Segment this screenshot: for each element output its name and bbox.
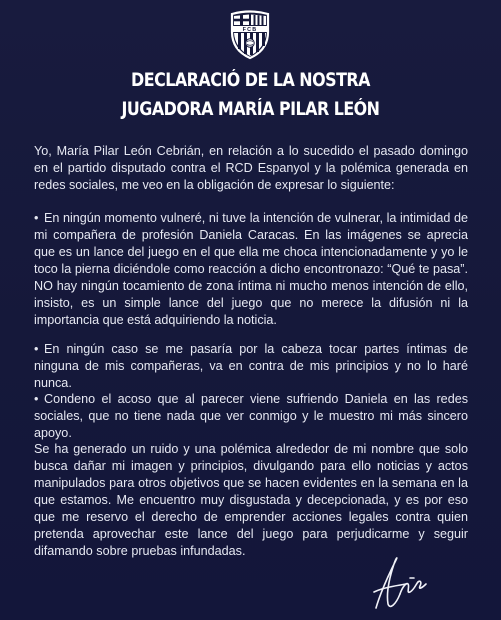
bullet-text: Condeno el acoso que al parecer viene sufriendo Daniela en las redes sociales, que no tiene nada que ver conmigo y le muestro mi más sincero apoyo. [34,392,468,440]
bullet-marker: • [34,211,39,225]
bullet-text: En ningún caso se me pasaría por la cabeza tocar partes íntimas de ninguna de mis compañeras, va en contra de mis principios y no lo haré nunca. [34,342,468,390]
fc-barcelona-crest-icon [226,10,274,60]
page-title-line-1: DECLARACIÓ DE LA NOSTRA [131,70,370,91]
statement-bullet-3 [34,391,468,442]
handwritten-signature-icon [366,548,430,614]
statement-bullet-1 [34,210,468,329]
closing-paragraph: Se ha generado un ruido y una polémica alrededor de mi nombre que solo busca dañar mi imagen y principios, divulgando para ello noticias y actos manipulados para otros objetivos que se hacen evidentes en la semana en la que estamos. Me encuentro muy disgustada y decepcionada, y es por eso que me reservo el derecho de emprender acciones legales contra quien pretenda aprovechar este lance del juego para perjudicarme y seguir difamando sobre pruebas infundadas. [34,442,468,558]
page-title-line-2: JUGADORA MARÍA PILAR LEÓN [121,99,380,120]
svg-text:FCB: FCB [242,27,258,33]
bullet-text: En ningún momento vulneré, ni tuve la intención de vulnerar, la intimidad de mi compañera de profesión Daniela Caracas. En las imágenes se aprecia que es un lance del juego en el que ella me choca intencionadamente y yo le toco la pierna diciéndole como reacción a dicho encontronazo: “Qué te pasa”. NO hay ningún tocamiento de zona íntima ni mucho menos intención de ello, insisto, es un simple lance del juego que no merece la difusión ni la importancia que está adquiriendo la noticia. [34,211,468,327]
bullet-marker: • [34,392,39,406]
bullet-marker: • [34,342,39,356]
statement-bullet-2 [34,341,468,392]
intro-paragraph: Yo, María Pilar León Cebrián, en relación a lo sucedido el pasado domingo en el partido disputado contra el RCD Espanyol y la polémica generada en redes sociales, me veo en la obligación de expresar lo siguiente: [34,144,468,192]
